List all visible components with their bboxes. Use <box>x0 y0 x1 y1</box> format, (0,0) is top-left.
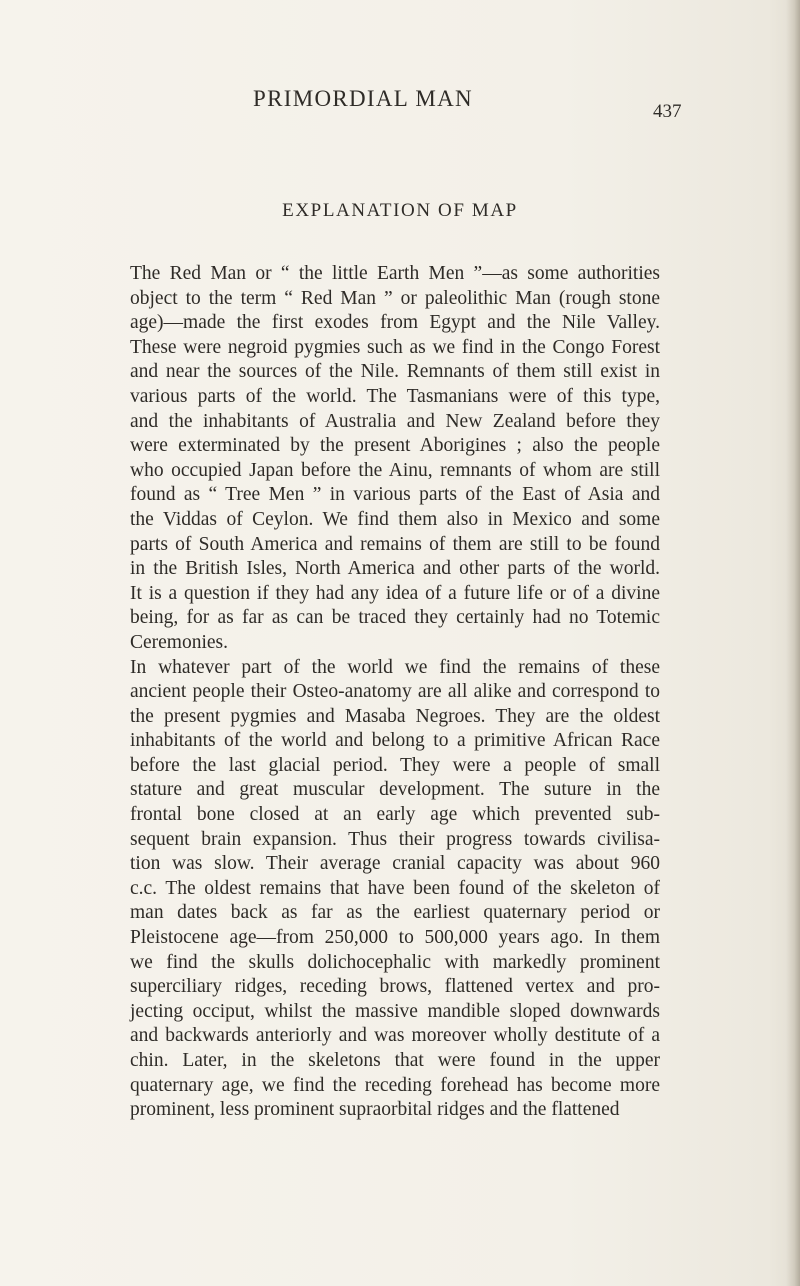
text-line: and the inhabitants of Australia and New Zealand before they <box>130 410 660 432</box>
text-line: These were negroid pygmies such as we find in the Congo Forest <box>130 336 660 358</box>
text-line: were exterminated by the present Aborigines ; also the people <box>130 435 660 457</box>
text-line: quaternary age, we find the receding forehead has become more <box>130 1074 660 1096</box>
text-line: In whatever part of the world we find the remains of these <box>130 656 660 678</box>
text-line: we find the skulls dolichocephalic with markedly prominent <box>130 951 660 973</box>
text-line: the present pygmies and Masaba Negroes. They are the oldest <box>130 705 660 727</box>
text-line: and near the sources of the Nile. Remnants of them still exist in <box>130 361 660 383</box>
text-line: chin. Later, in the skeletons that were found in the upper <box>130 1050 660 1071</box>
running-head: PRIMORDIAL MAN <box>253 86 473 111</box>
text-line: sequent brain expansion. Thus their progress towards civilisa- <box>130 828 660 850</box>
paragraph <box>130 656 660 1123</box>
text-line: inhabitants of the world and belong to a primitive African Race <box>130 730 660 752</box>
text-line: being, for as far as can be traced they certainly had no Totemic <box>130 607 660 629</box>
text-line: tion was slow. Their average cranial capacity was about 960 <box>130 853 660 875</box>
text-line: found as “ Tree Men ” in various parts of the East of Asia and <box>130 484 660 506</box>
text-line: The Red Man or “ the little Earth Men ”—as some authorities <box>130 263 660 284</box>
text-line: man dates back as far as the earliest quaternary period or <box>130 902 660 924</box>
text-line: various parts of the world. The Tasmanians were of this type, <box>130 385 660 407</box>
text-line: and backwards anteriorly and was moreover wholly destitute of a <box>130 1025 660 1047</box>
section-title: EXPLANATION OF MAP <box>282 200 518 221</box>
text-line: jecting occiput, whilst the massive mandible sloped downwards <box>130 1000 660 1022</box>
text-line: in the British Isles, North America and other parts of the world. <box>130 558 660 580</box>
body-text <box>130 262 660 1123</box>
text-line: ancient people their Osteo-anatomy are all alike and correspond to <box>130 681 660 703</box>
text-line: frontal bone closed at an early age which prevented sub- <box>130 804 660 826</box>
text-line: stature and great muscular development. The suture in the <box>130 779 660 801</box>
text-line: age)—made the first exodes from Egypt and the Nile Valley. <box>130 312 660 334</box>
text-line: superciliary ridges, receding brows, flattened vertex and pro- <box>130 976 660 998</box>
paragraph <box>130 262 660 656</box>
page-number: 437 <box>653 101 682 122</box>
text-line: Pleistocene age—from 250,000 to 500,000 years ago. In them <box>130 927 660 949</box>
text-line: before the last glacial period. They were a people of small <box>130 754 660 776</box>
text-line: object to the term “ Red Man ” or paleolithic Man (rough stone <box>130 287 660 309</box>
page-edge-shadow <box>786 0 800 1286</box>
text-line: prominent, less prominent supraorbital ridges and the flattened <box>130 1099 620 1121</box>
text-line: who occupied Japan before the Ainu, remnants of whom are still <box>130 459 660 481</box>
text-line: c.c. The oldest remains that have been found of the skeleton of <box>130 877 660 899</box>
text-line: the Viddas of Ceylon. We find them also in Mexico and some <box>130 508 660 530</box>
text-line: Ceremonies. <box>130 631 229 653</box>
text-line: parts of South America and remains of them are still to be found <box>130 533 660 555</box>
text-line: It is a question if they had any idea of a future life or of a divine <box>130 582 660 604</box>
